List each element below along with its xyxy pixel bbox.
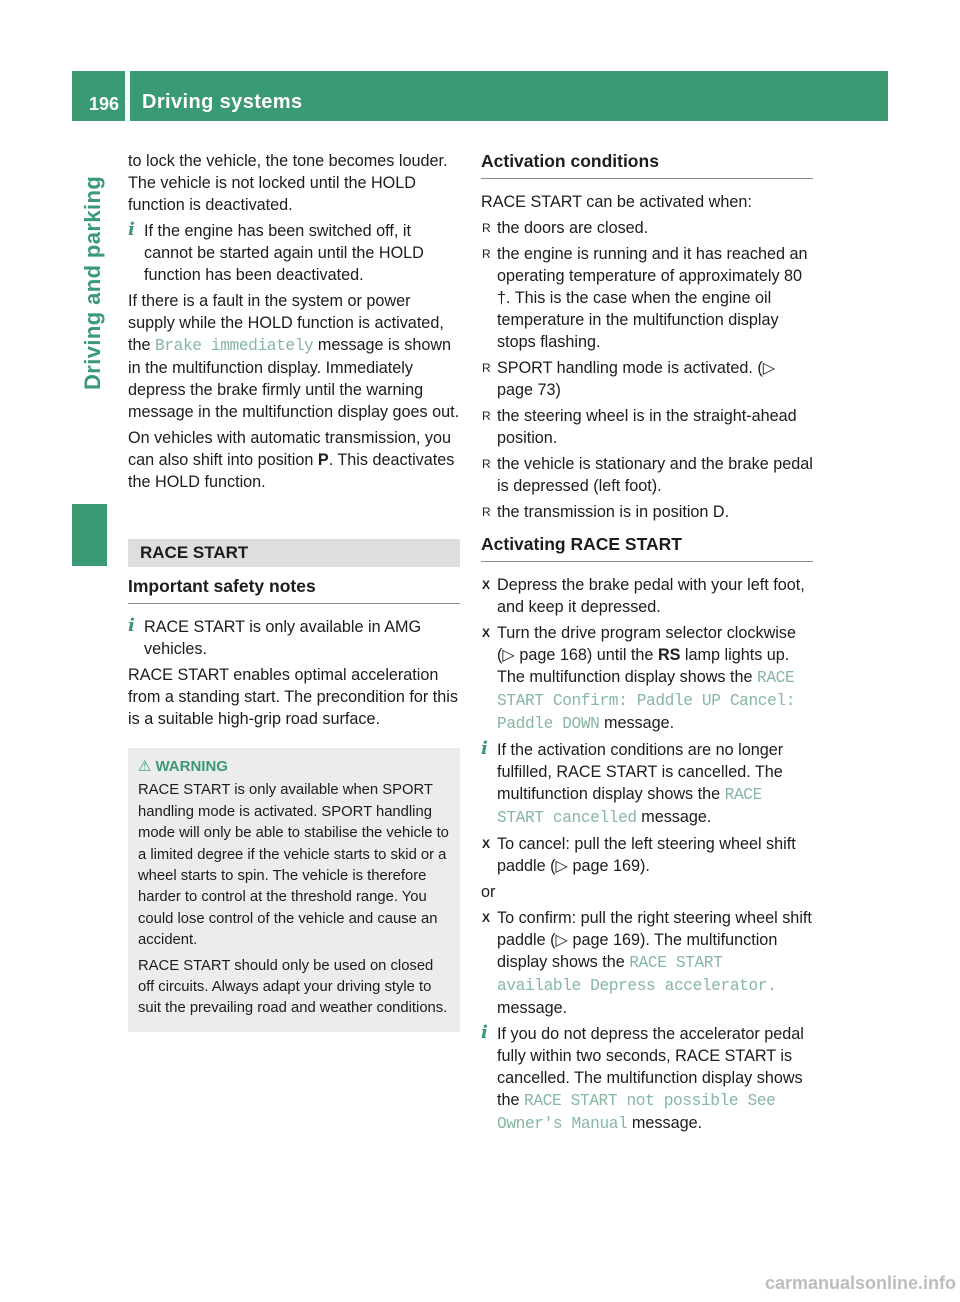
- list-item-text: the steering wheel is in the straight-ahead position.: [497, 407, 797, 447]
- info-note-text: If you do not depress the accelerator pedal fully within two seconds, RACE START is cancelled. The multifunction display shows the: [497, 1025, 804, 1109]
- warning-header: [138, 756, 450, 778]
- list-item-text: the transmission is in position D.: [497, 503, 730, 521]
- list-item: [481, 405, 813, 449]
- list-item-text: the engine is running and it has reached an operating temperature of approximately 80 †. This is the case when the engine oil temperature in the multifunction display stops flashing.: [497, 245, 808, 351]
- gear-position: P: [317, 451, 329, 469]
- warning-title: WARNING: [155, 758, 228, 775]
- watermark-text: carmanualsonline.info: [764, 1273, 956, 1293]
- list-item-text: SPORT handling mode is activated. (▷ page 73): [497, 359, 776, 399]
- subsection-heading: Activation conditions: [481, 150, 813, 179]
- info-note-amg: [128, 616, 460, 660]
- list-item-text: the doors are closed.: [497, 219, 649, 237]
- text: On vehicles with automatic transmission, you can also shift into position: [128, 429, 451, 469]
- step-text: message.: [599, 714, 675, 732]
- info-note-engine: [128, 220, 460, 286]
- step-item: [481, 907, 813, 1019]
- info-note-accelerator: [481, 1023, 813, 1135]
- section-title: Driving systems: [142, 91, 303, 113]
- page-number: 196: [88, 94, 119, 114]
- warning-triangle-icon: ⚠: [138, 758, 152, 775]
- or-text: or: [481, 883, 496, 901]
- paragraph-intro: RACE START can be activated when:: [481, 193, 752, 211]
- chapter-tab-label: Driving and parking: [80, 175, 105, 390]
- list-item: [481, 453, 813, 497]
- text: . This deactivates the HOLD function.: [128, 451, 455, 491]
- bullet-icon: R: [482, 361, 491, 375]
- info-note-text: If the activation conditions are no longer fulfilled, RACE START is cancelled. The multifunction display shows the: [497, 741, 784, 803]
- info-note-text: message.: [636, 808, 712, 826]
- text: If there is a fault in the system or power supply while the HOLD function is activated, the: [128, 292, 444, 354]
- info-note-text: RACE START is only available in AMG vehicles.: [144, 618, 422, 658]
- info-icon: i: [481, 1022, 488, 1043]
- step-text: To cancel: pull the left steering wheel shift paddle (▷ page 169).: [497, 835, 796, 875]
- bullet-icon: R: [482, 247, 491, 261]
- subsection-heading: Important safety notes: [128, 575, 460, 604]
- list-item-text: the vehicle is stationary and the brake pedal is depressed (left foot).: [497, 455, 813, 495]
- subsection-heading: Activating RACE START: [481, 533, 813, 562]
- bullet-icon: R: [482, 505, 491, 519]
- paragraph-race-start: RACE START enables optimal acceleration from a standing start. The precondition for this is a suitable high-grip road surface.: [128, 666, 458, 728]
- list-item: [481, 217, 813, 239]
- info-icon: i: [481, 738, 488, 759]
- step-text: To confirm: pull the right steering wheel shift paddle (▷ page 169). The multifunction display shows the: [497, 909, 812, 971]
- paragraph-hold-lock: to lock the vehicle, the tone becomes louder. The vehicle is not locked until the HOLD function is deactivated.: [128, 152, 448, 214]
- info-icon: i: [128, 219, 135, 240]
- step-text: Depress the brake pedal with your left foot, and keep it depressed.: [497, 576, 805, 616]
- warning-text: RACE START should only be used on closed off circuits. Always adapt your driving style to suit the prevailing road and weather conditions.: [138, 957, 448, 1017]
- display-message: RACE START not possible See Owner's Manual: [497, 1092, 776, 1133]
- list-item: [481, 243, 813, 353]
- step-text: lamp lights up. The multifunction display shows the: [497, 646, 790, 686]
- right-column: [481, 150, 813, 1139]
- left-column: [128, 150, 460, 1032]
- display-message: Brake immediately: [155, 337, 314, 355]
- step-arrow-icon: X: [482, 911, 491, 925]
- section-banner: RACE START: [128, 539, 460, 567]
- warning-box: [128, 748, 460, 1032]
- paragraph-automatic: [128, 427, 460, 493]
- display-message: RACE START Confirm: Paddle UP Cancel: Paddle DOWN: [497, 669, 796, 733]
- lamp-label: RS: [657, 646, 681, 664]
- step-item: [481, 833, 813, 877]
- step-item: [481, 622, 813, 735]
- step-text: message.: [497, 999, 568, 1017]
- chapter-tab-marker: [72, 504, 107, 566]
- list-item: [481, 501, 813, 523]
- info-note-text: message.: [627, 1114, 703, 1132]
- info-icon: i: [128, 615, 135, 636]
- step-arrow-icon: X: [482, 626, 491, 640]
- step-arrow-icon: X: [482, 837, 491, 851]
- step-arrow-icon: X: [482, 578, 491, 592]
- display-message: RACE START available Depress accelerator.: [497, 954, 777, 995]
- info-note-cancelled: [481, 739, 813, 829]
- step-item: [481, 574, 813, 618]
- list-item: [481, 357, 813, 401]
- warning-text: RACE START is only available when SPORT handling mode is activated. SPORT handling mode will only be able to stabilise the vehicle to a limited degree if the vehicle starts to skid or a wheel starts to spin. The vehicle is therefore harder to control at the threshold range. You could lose control of the vehicle and cause an accident.: [138, 782, 449, 949]
- header-title-bar: [130, 71, 888, 121]
- text: message is shown in the multifunction display. Immediately depress the brake firmly until the warning message in the multifunction display goes out.: [128, 336, 460, 421]
- bullet-icon: R: [482, 221, 491, 235]
- bullet-icon: R: [482, 409, 491, 423]
- paragraph-fault: [128, 290, 460, 423]
- info-note-text: If the engine has been switched off, it cannot be started again until the HOLD function has been deactivated.: [144, 222, 424, 284]
- step-text: Turn the drive program selector clockwise (▷ page 168) until the: [497, 624, 796, 664]
- display-message: RACE START cancelled: [497, 786, 762, 827]
- bullet-icon: R: [482, 457, 491, 471]
